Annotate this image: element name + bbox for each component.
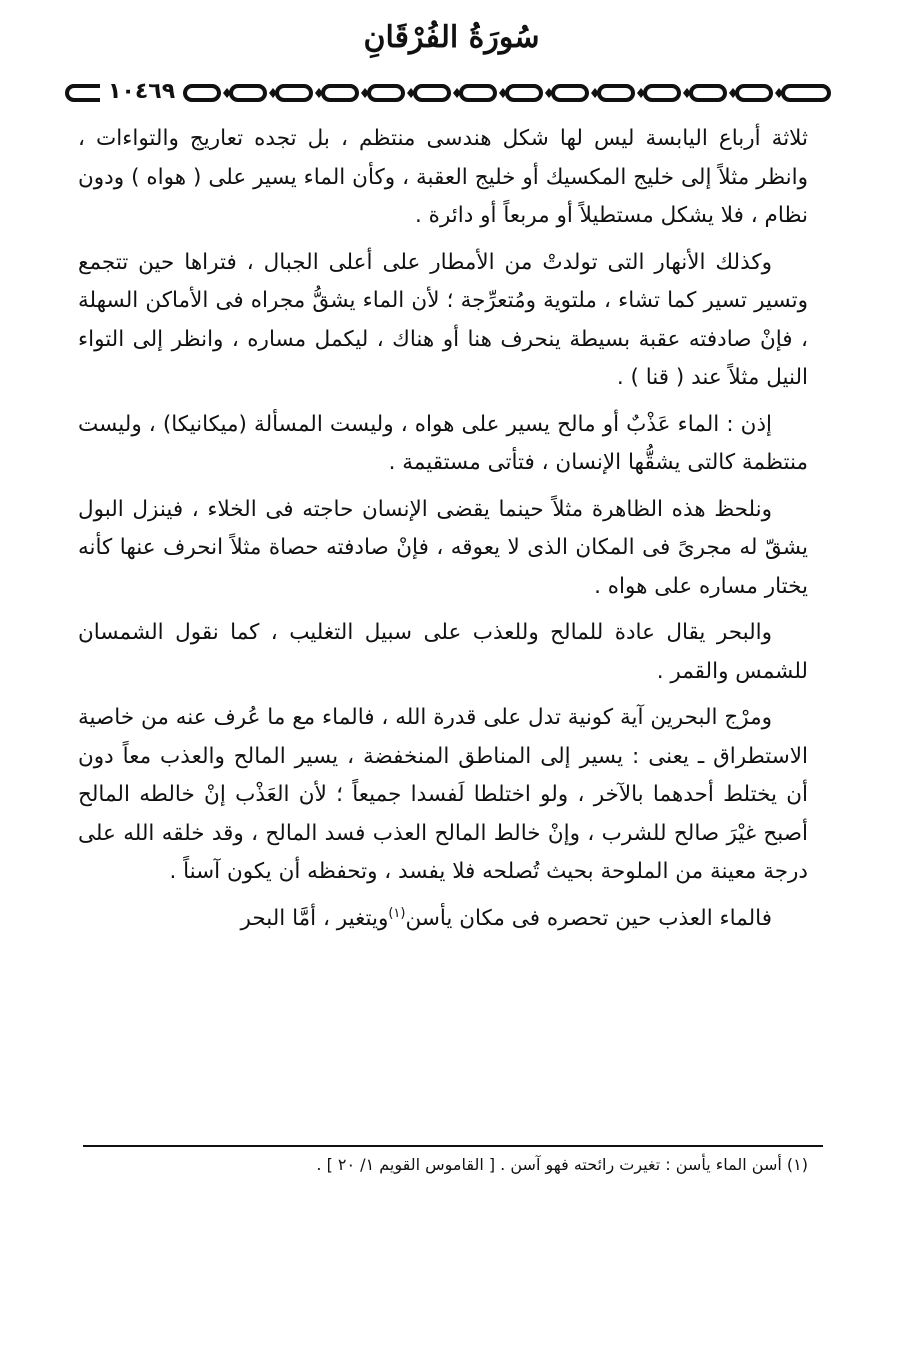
surah-title: سُورَةُ الفُرْقَانِ (363, 20, 540, 55)
paragraph: والبحر يقال عادة للمالح وللعذب على سبيل التغليب ، كما نقول الشمسان للشمس والقمر . (78, 620, 808, 684)
paragraph: ونلحظ هذه الظاهرة مثلاً حينما يقضى الإنسان حاجته فى الخلاء ، فينزل البول يشقّ له مجرىً فى المكان الذى لا يعوقه ، فإنْ صادفته حصاة مثلاً انحرف عنها كأنه يختار مساره على هواه . (78, 496, 808, 599)
paragraph: ومرْج البحرين آية كونية تدل على قدرة الله ، فالماء مع ما عُرف عنه من خاصية الاستطراق ـ يعنى : يسير إلى المناطق المنخفضة ، يسير المالح والعذب معاً دون أن يختلط أحدهما بالآخر ، ولو اختلطا لَفسدا جميعاً ؛ لأن العَذْب إنْ خالطه المالح أصبح غيْرَ صالح للشرب ، وإنْ خالط المالح العذب فسد المالح ، وقد خلقه الله على درجة معينة من الملوحة بحيث تُصلحه فلا يفسد ، وتحفظه أن يكون آسناً . (78, 705, 808, 884)
last-paragraph-start: فالماء العذب حين تحصره فى مكان يأسن (405, 905, 772, 931)
last-paragraph (78, 900, 808, 939)
paragraph: إذن : الماء عَذْبٌ أو مالح يسير على هواه ، وليست المسألة (ميكانيكا) ، وليست منتظمة كالتى يشقُّها الإنسان ، فتأتى مستقيمة . (78, 411, 808, 475)
footnote: (١) أسن الماء يأسن : تغيرت رائحته فهو آسن . [ القاموس القويم ١/ ٢٠ ] . (316, 1155, 808, 1174)
body-text (78, 120, 808, 946)
last-paragraph-end: ويتغير ، أمَّا البحر (240, 905, 389, 931)
footnote-divider (83, 1145, 823, 1147)
paragraph: وكذلك الأنهار التى تولدتْ من الأمطار على أعلى الجبال ، فتراها حين تتجمع وتسير تسير كما تشاء ، ملتوية ومُتعرِّجة ؛ لأن الماء يشقُّ مجراه فى الأماكن السهلة ، فإنْ صادفته عقبة بسيطة ينحرف هنا أو هناك ، ليكمل مساره ، وانظر إلى التواء النيل مثلاً عند ( قنا ) . (78, 249, 808, 390)
paragraph: ثلاثة أرباع اليابسة ليس لها شكل هندسى منتظم ، بل تجده تعاريج والتواءات ، وانظر مثلاً إلى خليج المكسيك أو خليج العقبة ، وكأن الماء يسير على ( هواه ) ودون نظام ، فلا يشكل مستطيلاً أو مربعاً أو دائرة . (78, 126, 808, 228)
footnote-reference: (١) (388, 905, 406, 921)
page-number: ١٠٤٦٩ (100, 78, 183, 106)
